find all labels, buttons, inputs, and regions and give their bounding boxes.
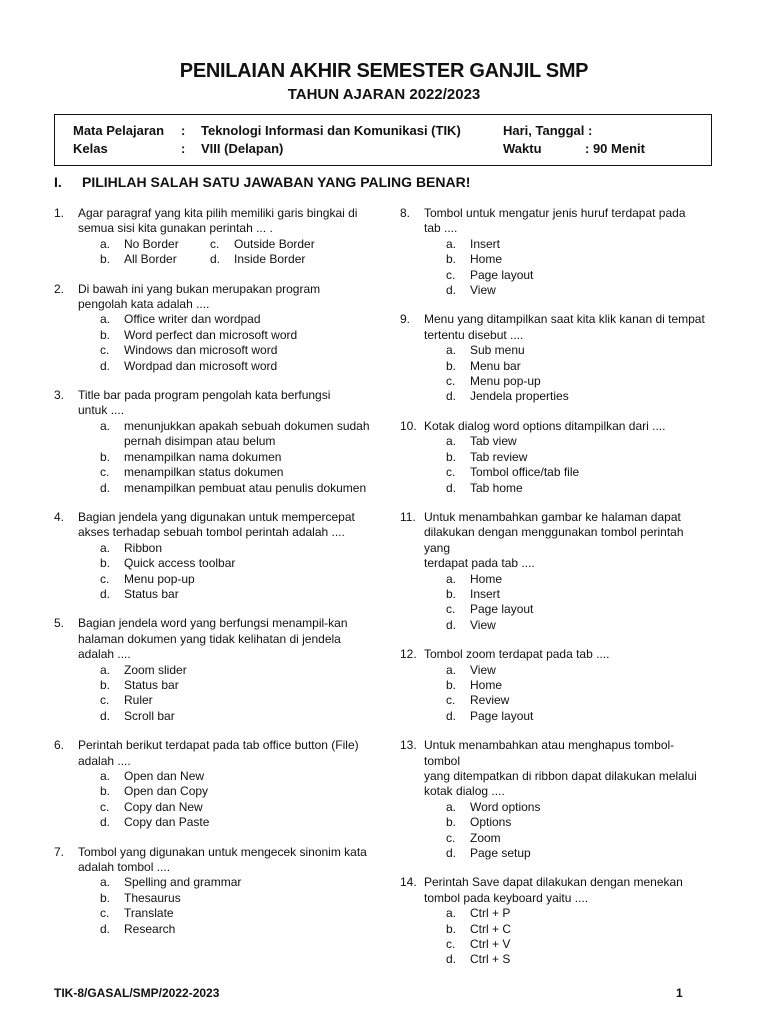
answer-options <box>100 419 374 496</box>
option-letter: c. <box>210 236 220 251</box>
question-text <box>424 875 710 906</box>
option-text: menampilkan nama dokumen <box>124 449 282 464</box>
question-text <box>78 510 374 541</box>
answer-option <box>100 312 374 327</box>
answer-option <box>100 815 374 830</box>
option-text: Ctrl + C <box>470 921 512 936</box>
question-item <box>54 388 374 496</box>
answer-option <box>446 937 710 952</box>
answer-options <box>446 800 710 862</box>
question-item <box>400 510 710 633</box>
option-letter: a. <box>100 875 111 890</box>
question-item <box>400 206 710 298</box>
question-item <box>54 282 374 374</box>
question-number: 7. <box>54 844 65 859</box>
option-text: Menu bar <box>470 358 521 373</box>
question-number: 11. <box>400 509 416 524</box>
option-letter: a. <box>446 434 457 449</box>
question-number: 8. <box>400 206 411 220</box>
question-line: semua sisi kita gunakan perintah ... . <box>78 221 273 236</box>
answer-options <box>100 769 374 831</box>
question-item <box>54 845 374 937</box>
question-item <box>400 419 710 496</box>
questions-right-column <box>400 206 710 982</box>
question-item <box>400 738 710 861</box>
question-line: tombol pada keyboard yaitu .... <box>424 890 589 905</box>
option-letter: c. <box>446 830 456 845</box>
question-number: 1. <box>54 206 65 220</box>
answer-option <box>100 784 374 799</box>
option-letter: b. <box>446 449 457 464</box>
option-letter: b. <box>100 784 111 799</box>
question-line: Tombol untuk mengatur jenis huruf terdapat pada <box>424 206 686 220</box>
question-text <box>78 616 374 662</box>
option-text: Ctrl + S <box>470 952 511 967</box>
option-text: Zoom slider <box>124 662 187 677</box>
question-text <box>78 388 374 419</box>
option-letter: d. <box>446 480 457 495</box>
option-text: Windows dan microsoft word <box>124 343 278 358</box>
question-text <box>424 206 710 237</box>
answer-option <box>446 572 710 587</box>
option-text: Page layout <box>470 708 534 723</box>
subject-label: Mata Pelajaran <box>73 123 165 138</box>
option-text: Word options <box>470 799 541 814</box>
option-letter: d. <box>100 708 111 723</box>
option-letter: a. <box>446 906 457 921</box>
question-text <box>424 312 710 343</box>
answer-options <box>446 663 710 725</box>
answer-option <box>100 541 374 556</box>
answer-option <box>100 328 374 343</box>
answer-option <box>446 343 710 358</box>
answer-option <box>446 389 710 404</box>
answer-option <box>446 663 710 678</box>
answer-option <box>446 693 710 708</box>
answer-option <box>446 906 710 921</box>
answer-option <box>446 815 710 830</box>
option-letter: c. <box>100 906 110 921</box>
option-text: Inside Border <box>234 252 306 267</box>
option-text: Review <box>470 693 510 708</box>
answer-option <box>100 769 374 784</box>
section-number: I. <box>54 174 62 190</box>
question-line: halaman dokumen yang tidak kelihatan di jendela <box>78 631 341 646</box>
option-letter: b. <box>100 556 111 571</box>
answer-option <box>100 556 374 571</box>
answer-option <box>100 587 374 602</box>
option-text: Home <box>470 677 503 692</box>
answer-option <box>100 800 374 815</box>
option-letter: a. <box>446 799 457 814</box>
answer-option <box>100 465 374 480</box>
option-text: Ruler <box>124 693 153 708</box>
option-text: No Border <box>124 236 179 251</box>
option-text: Home <box>470 571 503 586</box>
answer-option <box>100 252 210 267</box>
option-text: View <box>470 283 496 298</box>
option-letter: c. <box>100 799 110 814</box>
option-letter: d. <box>100 815 111 830</box>
question-number: 2. <box>54 281 65 296</box>
answer-option <box>446 374 710 389</box>
option-letter: d. <box>100 921 111 936</box>
question-number: 9. <box>400 312 411 327</box>
option-text: Ctrl + P <box>470 906 511 921</box>
option-letter: d. <box>446 846 457 861</box>
option-text: Zoom <box>470 830 501 845</box>
option-letter: b. <box>446 677 457 692</box>
question-item <box>400 312 710 404</box>
answer-option <box>446 922 710 937</box>
option-letter: d. <box>100 586 111 601</box>
answer-option <box>446 237 710 252</box>
option-text: menunjukkan apakah sebuah dokumen sudah pernah disimpan atau belum <box>124 418 370 449</box>
class-label: Kelas <box>73 141 108 156</box>
answer-option <box>446 481 710 496</box>
question-line: Untuk menambahkan atau menghapus tombol-tombol <box>424 738 675 768</box>
option-text: menampilkan pembuat atau penulis dokumen <box>124 480 367 495</box>
question-text <box>78 282 374 313</box>
option-text: Tab home <box>470 480 523 495</box>
question-number: 13. <box>400 738 417 753</box>
option-letter: a. <box>100 540 111 555</box>
question-line: Tombol zoom terdapat pada tab .... <box>424 647 610 662</box>
option-letter: c. <box>100 693 110 708</box>
subject-value: Teknologi Informasi dan Komunikasi (TIK) <box>201 123 461 138</box>
class-colon: : <box>181 141 186 156</box>
option-letter: d. <box>210 252 221 267</box>
question-line: Bagian jendela word yang berfungsi menampil-kan <box>78 616 348 631</box>
option-text: Word perfect dan microsoft word <box>124 327 298 342</box>
page-title: PENILAIAN AKHIR SEMESTER GANJIL SMP <box>179 60 589 82</box>
section-instruction: PILIHLAH SALAH SATU JAWABAN YANG PALING BENAR! <box>82 174 471 190</box>
option-letter: d. <box>446 283 457 298</box>
questions-left-column <box>54 206 374 951</box>
option-letter: b. <box>100 677 111 692</box>
question-line: terdapat pada tab .... <box>424 556 535 571</box>
question-line: akses terhadap sebuah tombol perintah adalah .... <box>78 525 345 540</box>
answer-option <box>446 434 710 449</box>
option-text: Ctrl + V <box>470 937 511 952</box>
answer-options <box>446 572 710 634</box>
answer-option <box>446 268 710 283</box>
question-line: Title bar pada program pengolah kata berfungsi <box>78 388 331 403</box>
option-letter: c. <box>446 267 456 282</box>
option-text: Options <box>470 815 512 830</box>
option-text: Thesaurus <box>124 890 181 905</box>
question-line: untuk .... <box>78 403 125 418</box>
option-letter: d. <box>446 708 457 723</box>
option-text: Open dan New <box>124 769 205 783</box>
question-line: Untuk menambahkan gambar ke halaman dapat <box>424 509 681 524</box>
question-line: yang ditempatkan di ribbon dapat dilakukan melalui <box>424 769 697 783</box>
answer-option <box>446 800 710 815</box>
day-label: Hari, Tanggal : <box>503 123 593 138</box>
option-letter: a. <box>446 571 457 586</box>
option-text: View <box>470 662 496 677</box>
question-line: tab .... <box>424 221 458 236</box>
option-text: Status bar <box>124 586 179 601</box>
answer-option <box>100 237 210 252</box>
footer-code: TIK-8/GASAL/SMP/2022-2023 <box>54 986 220 1000</box>
answer-option <box>100 906 374 921</box>
answer-option <box>446 678 710 693</box>
answer-option <box>100 419 374 450</box>
option-text: Tombol office/tab file <box>470 465 580 480</box>
option-letter: b. <box>446 815 457 830</box>
option-text: Ribbon <box>124 540 163 555</box>
answer-option <box>446 831 710 846</box>
exam-info-box <box>54 114 712 166</box>
option-text: Home <box>470 252 503 267</box>
option-text: Status bar <box>124 677 179 692</box>
question-line: adalah .... <box>78 647 131 662</box>
answer-option <box>100 709 374 724</box>
option-text: Copy dan Paste <box>124 815 210 830</box>
time-value: : 90 Menit <box>585 141 645 156</box>
answer-option <box>446 952 710 967</box>
answer-option <box>446 359 710 374</box>
question-line: adalah .... <box>78 753 131 768</box>
option-letter: a. <box>100 769 111 783</box>
time-label: Waktu <box>503 141 542 156</box>
question-number: 12. <box>400 647 417 662</box>
answer-options <box>100 312 374 374</box>
answer-option <box>100 922 374 937</box>
option-text: View <box>470 617 496 632</box>
question-item <box>400 875 710 967</box>
question-text <box>424 647 710 662</box>
question-line: Agar paragraf yang kita pilih memiliki garis bingkai di <box>78 206 358 220</box>
option-letter: d. <box>446 389 457 404</box>
question-line: Kotak dialog word options ditampilkan dari .... <box>424 418 666 433</box>
answer-option <box>100 450 374 465</box>
question-line: adalah tombol .... <box>78 860 171 875</box>
option-letter: b. <box>446 252 457 267</box>
option-letter: a. <box>100 236 111 251</box>
option-letter: b. <box>446 921 457 936</box>
option-letter: b. <box>446 358 457 373</box>
option-letter: c. <box>446 465 456 480</box>
option-letter: b. <box>100 327 111 342</box>
answer-options <box>100 875 374 937</box>
answer-option <box>446 283 710 298</box>
answer-option <box>446 846 710 861</box>
answer-option <box>446 602 710 617</box>
answer-option <box>100 693 374 708</box>
option-text: Translate <box>124 906 174 921</box>
option-letter: c. <box>446 937 456 952</box>
option-text: Jendela properties <box>470 389 569 404</box>
answer-option <box>210 252 370 267</box>
answer-option <box>100 572 374 587</box>
answer-options <box>446 434 710 496</box>
question-text <box>424 510 710 572</box>
question-line: Bagian jendela yang digunakan untuk mempercepat <box>78 509 355 524</box>
answer-option <box>100 663 374 678</box>
question-text <box>424 738 710 800</box>
option-text: Sub menu <box>470 343 525 358</box>
option-text: Page layout <box>470 267 534 282</box>
option-text: All Border <box>124 252 177 267</box>
answer-option <box>446 618 710 633</box>
answer-option <box>210 237 370 252</box>
option-letter: a. <box>446 343 457 358</box>
option-text: Page setup <box>470 846 531 861</box>
option-letter: c. <box>446 602 456 617</box>
option-letter: a. <box>100 662 111 677</box>
question-item <box>54 510 374 602</box>
question-line: Tombol yang digunakan untuk mengecek sinonim kata <box>78 844 367 859</box>
option-text: Open dan Copy <box>124 784 209 799</box>
answer-options <box>100 541 374 603</box>
option-text: Quick access toolbar <box>124 556 236 571</box>
question-text <box>78 206 374 237</box>
answer-option <box>100 343 374 358</box>
answer-option <box>446 252 710 267</box>
answer-option <box>446 709 710 724</box>
question-text <box>78 738 374 769</box>
question-line: Menu yang ditampilkan saat kita klik kanan di tempat <box>424 312 705 327</box>
question-item <box>54 616 374 724</box>
subject-colon: : <box>181 123 186 138</box>
answer-options <box>446 343 710 405</box>
question-item <box>54 738 374 830</box>
answer-option <box>100 678 374 693</box>
option-text: Copy dan New <box>124 799 203 814</box>
option-letter: c. <box>446 693 456 708</box>
answer-option <box>100 359 374 374</box>
option-letter: a. <box>446 236 457 251</box>
answer-options <box>100 237 374 268</box>
option-letter: a. <box>100 418 111 433</box>
option-text: Page layout <box>470 602 534 617</box>
option-text: Wordpad dan microsoft word <box>124 358 278 373</box>
option-text: Tab view <box>470 434 517 449</box>
question-line: Perintah berikut terdapat pada tab office button (File) <box>78 738 359 753</box>
answer-option <box>446 465 710 480</box>
question-text <box>424 419 710 434</box>
option-letter: d. <box>446 617 457 632</box>
question-text <box>78 845 374 876</box>
option-text: menampilkan status dokumen <box>124 465 284 480</box>
question-item <box>54 206 374 268</box>
option-letter: b. <box>446 586 457 601</box>
question-number: 6. <box>54 738 65 753</box>
option-text: Spelling and grammar <box>124 875 242 890</box>
question-line: Perintah Save dapat dilakukan dengan menekan <box>424 875 683 890</box>
option-letter: c. <box>446 374 456 389</box>
option-letter: c. <box>100 571 110 586</box>
question-line: kotak dialog .... <box>424 784 505 799</box>
question-line: pengolah kata adalah .... <box>78 297 210 312</box>
option-letter: b. <box>100 252 111 267</box>
answer-option <box>100 875 374 890</box>
question-number: 10. <box>400 418 417 433</box>
option-text: Outside Border <box>234 236 315 251</box>
answer-option <box>446 587 710 602</box>
option-text: Research <box>124 921 176 936</box>
answer-option <box>100 481 374 496</box>
question-line: Di bawah ini yang bukan merupakan program <box>78 281 321 296</box>
question-number: 5. <box>54 616 65 631</box>
question-number: 4. <box>54 509 65 524</box>
page-number: 1 <box>676 986 683 1000</box>
answer-options <box>100 663 374 725</box>
question-number: 3. <box>54 388 65 403</box>
option-text: Tab review <box>470 449 528 464</box>
option-letter: a. <box>100 312 111 327</box>
question-number: 14. <box>400 875 417 890</box>
option-text: Office writer dan wordpad <box>124 312 261 327</box>
option-text: Insert <box>470 236 501 251</box>
option-letter: d. <box>446 952 457 967</box>
answer-options <box>446 237 710 299</box>
answer-option <box>100 891 374 906</box>
option-letter: d. <box>100 480 111 495</box>
option-letter: b. <box>100 890 111 905</box>
option-text: Menu pop-up <box>124 571 195 586</box>
option-text: Insert <box>470 586 501 601</box>
question-item <box>400 647 710 724</box>
question-line: dilakukan dengan menggunakan tombol perintah yang <box>424 525 684 555</box>
answer-option <box>446 450 710 465</box>
question-line: tertentu disebut .... <box>424 327 524 342</box>
answer-options <box>446 906 710 968</box>
option-letter: c. <box>100 465 110 480</box>
option-letter: a. <box>446 662 457 677</box>
class-value: VIII (Delapan) <box>201 141 284 156</box>
option-letter: c. <box>100 343 110 358</box>
option-text: Menu pop-up <box>470 374 541 389</box>
option-text: Scroll bar <box>124 708 175 723</box>
option-letter: d. <box>100 358 111 373</box>
option-letter: b. <box>100 449 111 464</box>
page-subtitle: TAHUN AJARAN 2022/2023 <box>287 86 481 103</box>
